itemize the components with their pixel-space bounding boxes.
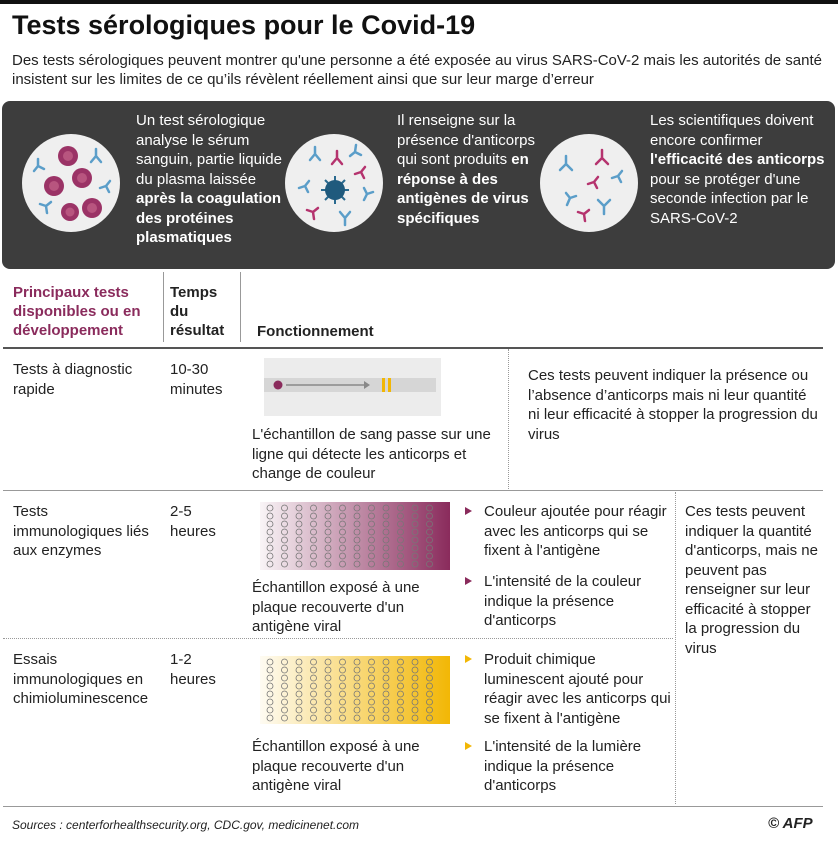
shared-note: Ces tests peuvent indiquer la quantité d'anticorps, mais ne peuvent pas renseigner sur leur efficacité à stopper la progression du virus (685, 503, 818, 657)
efficacy-illustration (540, 134, 638, 232)
banner-text-serum: Un test sérologique analyse le sérum sanguin, partie liquide du plasma laissée après la coagulation des protéines plasmatiques (136, 112, 282, 246)
info-banner (2, 101, 835, 269)
elisa-plate (260, 502, 450, 570)
banner-text-efficacy: Les scientifiques doivent encore confirmer l'efficacité des anticorps pour se protéger d'une seconde infection par le SARS-CoV-2 (650, 112, 825, 227)
page-title: Tests sérologiques pour le Covid-19 (12, 10, 476, 40)
antibodies-icon (540, 134, 638, 232)
row2-time: 2-5 heures (170, 503, 216, 540)
afp-credit: © AFP (768, 815, 813, 832)
row-divider (3, 638, 673, 639)
test-strip-icon (264, 358, 441, 416)
row2-name: Tests immunologiques liés aux enzymes (13, 503, 149, 559)
table-bottom-rule (3, 806, 823, 807)
row2-caption: Échantillon exposé à une plaque recouverte d'un antigène viral (252, 579, 420, 635)
purple-plate-icon (260, 502, 450, 570)
column-divider (240, 272, 241, 342)
clia-plate (260, 656, 450, 724)
virus-antibodies-icon (285, 134, 383, 232)
serum-illustration (22, 134, 120, 232)
column-divider (163, 272, 164, 342)
rapid-test-strip (264, 358, 441, 416)
row3-bullet-2: L'intensité de la lumière indique la présence d'anticorps (484, 738, 642, 794)
row2-bullet-2: L'intensité de la couleur indique la présence d'anticorps (484, 573, 642, 629)
header-time: Temps du résultat (170, 284, 225, 339)
row-divider (3, 490, 823, 491)
row1-note: Ces tests peuvent indiquer la présence ou l’absence d’anticorps mais ni leur quantité ni leur efficacité à stopper la progression du virus (528, 367, 818, 443)
sources: Sources : centerforhealthsecurity.org, CDC.gov, medicinenet.com (12, 818, 360, 832)
row3-name: Essais immunologiques en chimioluminescence (13, 651, 149, 707)
column-divider (675, 492, 676, 804)
page-subtitle: Des tests sérologiques peuvent montrer qu'une personne a été exposée au virus SARS-CoV-2 mais les autorités de santé insistent sur les limites de ce qu’ils révèlent réellement ainsi que sur leur marge d’erreur (12, 52, 822, 88)
row1-time: 10-30 minutes (170, 361, 223, 398)
yellow-plate-icon (260, 656, 450, 724)
blood-cells-icon (22, 134, 120, 232)
bullet-marker (465, 577, 472, 585)
bullet-marker (465, 655, 472, 663)
header-function: Fonctionnement (257, 323, 374, 340)
header-tests: Principaux tests disponibles ou en développement (13, 284, 141, 339)
row1-caption: L'échantillon de sang passe sur une ligne qui détecte les anticorps et change de couleur (252, 426, 491, 482)
row3-time: 1-2 heures (170, 651, 216, 688)
top-rule (0, 0, 838, 4)
antibody-illustration (285, 134, 383, 232)
bullet-marker (465, 507, 472, 515)
row3-bullet-1: Produit chimique luminescent ajouté pour réagir avec les anticorps qui se fixent à l'antigène (484, 651, 671, 727)
row1-name: Tests à diagnostic rapide (13, 361, 133, 398)
row2-bullet-1: Couleur ajoutée pour réagir avec les anticorps qui se fixent à l'antigène (484, 503, 667, 559)
bullet-marker (465, 742, 472, 750)
row3-caption: Échantillon exposé à une plaque recouverte d'un antigène viral (252, 738, 420, 794)
banner-text-antibodies: Il renseigne sur la présence d'anticorps qui sont produits en réponse à des antigènes de virus spécifiques (397, 112, 535, 227)
header-rule (3, 347, 823, 349)
column-divider (508, 349, 509, 489)
